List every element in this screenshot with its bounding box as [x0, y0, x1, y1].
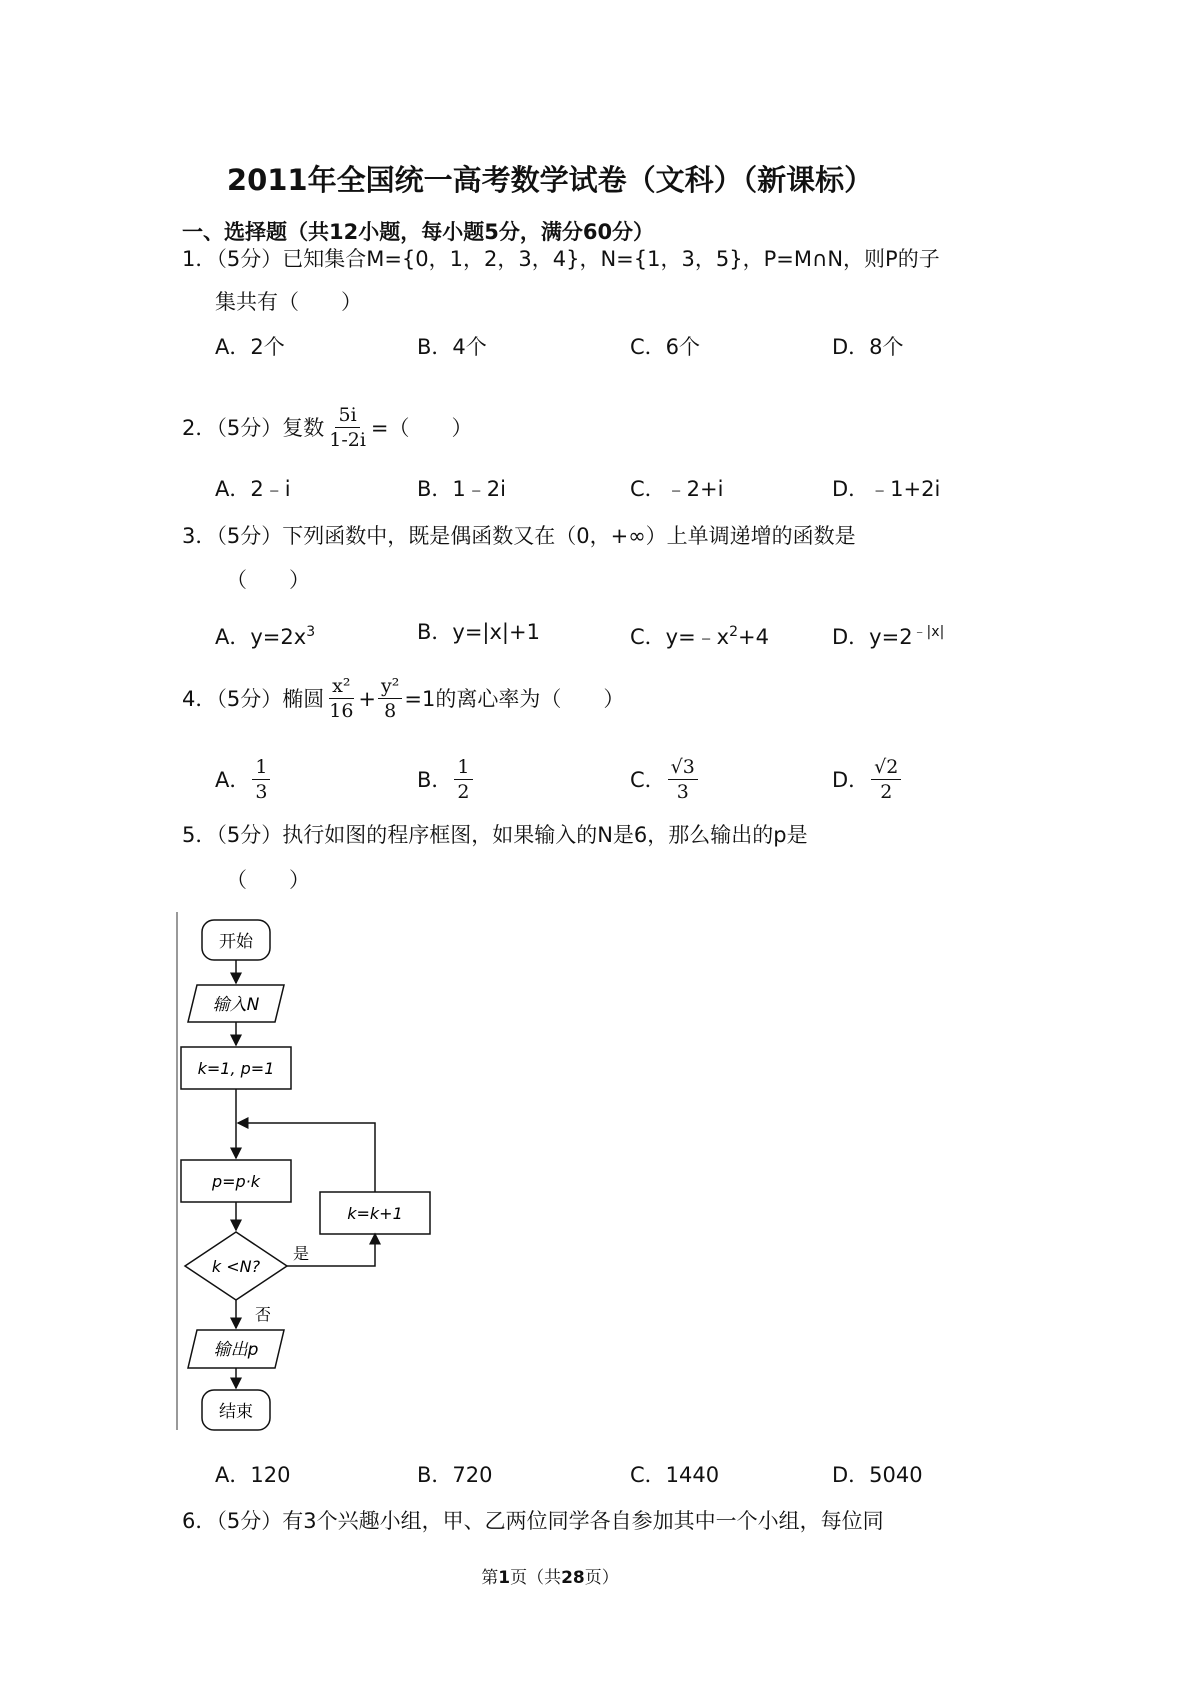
fraction-denominator: 8 [384, 700, 397, 722]
question-3-line-2: （ ） [226, 568, 310, 592]
question-1-option-a: A．2个 [215, 335, 285, 359]
question-6-line-1: 6．（5分）有3个兴趣小组，甲、乙两位同学各自参加其中一个小组，每位同 [182, 1509, 884, 1533]
start-label: 开始 [219, 932, 253, 952]
section-heading: 一、选择题（共12小题，每小题5分，满分60分） [182, 220, 655, 244]
question-3-option-d [832, 617, 944, 652]
option-fraction [454, 755, 472, 804]
question-5-option-b: B．720 [417, 1463, 493, 1487]
question-1-line-1: 1．（5分）已知集合M={0，1，2，3，4}，N={1，3，5}，P=M∩N，则P的子 [182, 247, 940, 271]
fraction-numerator: 5i [335, 403, 359, 428]
question-1-option-b: B．4个 [417, 335, 487, 359]
question-1-line-2: 集共有（ ） [215, 290, 362, 314]
question-4-option-c [630, 755, 700, 804]
footer-post: 页） [584, 1568, 619, 1588]
question-4-option-b [417, 755, 475, 804]
fraction-denominator: 1-2i [329, 429, 366, 451]
footer-mid: 页（共 [510, 1568, 562, 1588]
question-2-stem [182, 403, 473, 452]
yes-label: 是 [293, 1244, 310, 1263]
input-label: 输入N [212, 995, 260, 1015]
fraction-numerator: √3 [668, 755, 698, 780]
question-4-stem-post: =1的离心率为（ ） [404, 686, 625, 711]
option-exponent: 2 [729, 624, 739, 640]
question-2-option-c: C．﹣2+i [630, 477, 724, 501]
question-2-stem-pre: 2．（5分）复数 [182, 415, 325, 440]
fraction-numerator: y² [378, 674, 402, 699]
question-2-fraction [326, 403, 369, 452]
question-4-option-d [832, 755, 903, 804]
question-2-option-d: D．﹣1+2i [832, 477, 941, 501]
question-4-stem-pre: 4．（5分）椭圆 [182, 686, 325, 711]
question-4-stem [182, 674, 624, 723]
question-2-option-a: A．2﹣i [215, 477, 291, 501]
no-label: 否 [255, 1305, 272, 1324]
option-fraction [252, 755, 270, 804]
fraction-denominator: 3 [676, 781, 689, 803]
footer-page-number: 1 [498, 1568, 511, 1588]
option-exponent: ﹣|x| [912, 624, 945, 640]
question-3-option-c [630, 617, 769, 652]
page-footer [0, 1563, 1100, 1588]
option-text: D．y=2 [832, 625, 913, 649]
increment-label: k=k+1 [347, 1204, 403, 1223]
flowchart-diagram [175, 900, 455, 1450]
question-5-option-c: C．1440 [630, 1463, 720, 1487]
option-text: C．y=﹣x [630, 625, 730, 649]
fraction-numerator: 1 [252, 755, 270, 780]
option-label: D． [832, 767, 870, 792]
init-label: k=1, p=1 [197, 1059, 275, 1078]
question-3-option-b: B．y=|x|+1 [417, 620, 540, 644]
question-1-option-d: D．8个 [832, 335, 904, 359]
question-4-option-a [215, 755, 272, 804]
option-fraction [871, 755, 901, 804]
question-3-line-1: 3．（5分）下列函数中，既是偶函数又在（0，+∞）上单调递增的函数是 [182, 524, 856, 548]
question-5-option-a: A．120 [215, 1463, 291, 1487]
option-text-post: +4 [738, 625, 770, 649]
question-4-fraction-2 [378, 674, 402, 723]
question-3-option-a [215, 617, 315, 652]
output-label: 输出p [213, 1340, 259, 1360]
option-label: B． [417, 767, 453, 792]
footer-pre: 第 [481, 1568, 499, 1588]
multiply-label: p=p·k [211, 1172, 261, 1191]
condition-label: k <N? [211, 1257, 261, 1276]
question-4-fraction-1 [326, 674, 356, 723]
fraction-denominator: 2 [880, 781, 893, 803]
question-2-option-b: B．1﹣2i [417, 477, 506, 501]
option-fraction [668, 755, 698, 804]
page-title: 2011年全国统一高考数学试卷（文科）（新课标） [226, 163, 874, 197]
fraction-numerator: √2 [871, 755, 901, 780]
question-5-line-2: （ ） [226, 868, 310, 892]
option-label: C． [630, 767, 666, 792]
fraction-denominator: 16 [329, 700, 354, 722]
option-label: A． [215, 767, 251, 792]
fraction-denominator: 3 [255, 781, 268, 803]
question-1-option-c: C．6个 [630, 335, 701, 359]
end-label: 结束 [219, 1402, 253, 1422]
question-2-stem-post: =（ ） [370, 415, 473, 440]
option-text: A．y=2x [215, 625, 307, 649]
fraction-numerator: 1 [454, 755, 472, 780]
question-5-line-1: 5．（5分）执行如图的程序框图，如果输入的N是6，那么输出的p是 [182, 823, 808, 847]
fraction-numerator: x² [329, 674, 353, 699]
option-exponent: 3 [306, 624, 316, 640]
fraction-denominator: 2 [457, 781, 470, 803]
footer-total-pages: 28 [561, 1568, 585, 1588]
plus-sign: + [358, 686, 377, 711]
question-5-option-d: D．5040 [832, 1463, 923, 1487]
